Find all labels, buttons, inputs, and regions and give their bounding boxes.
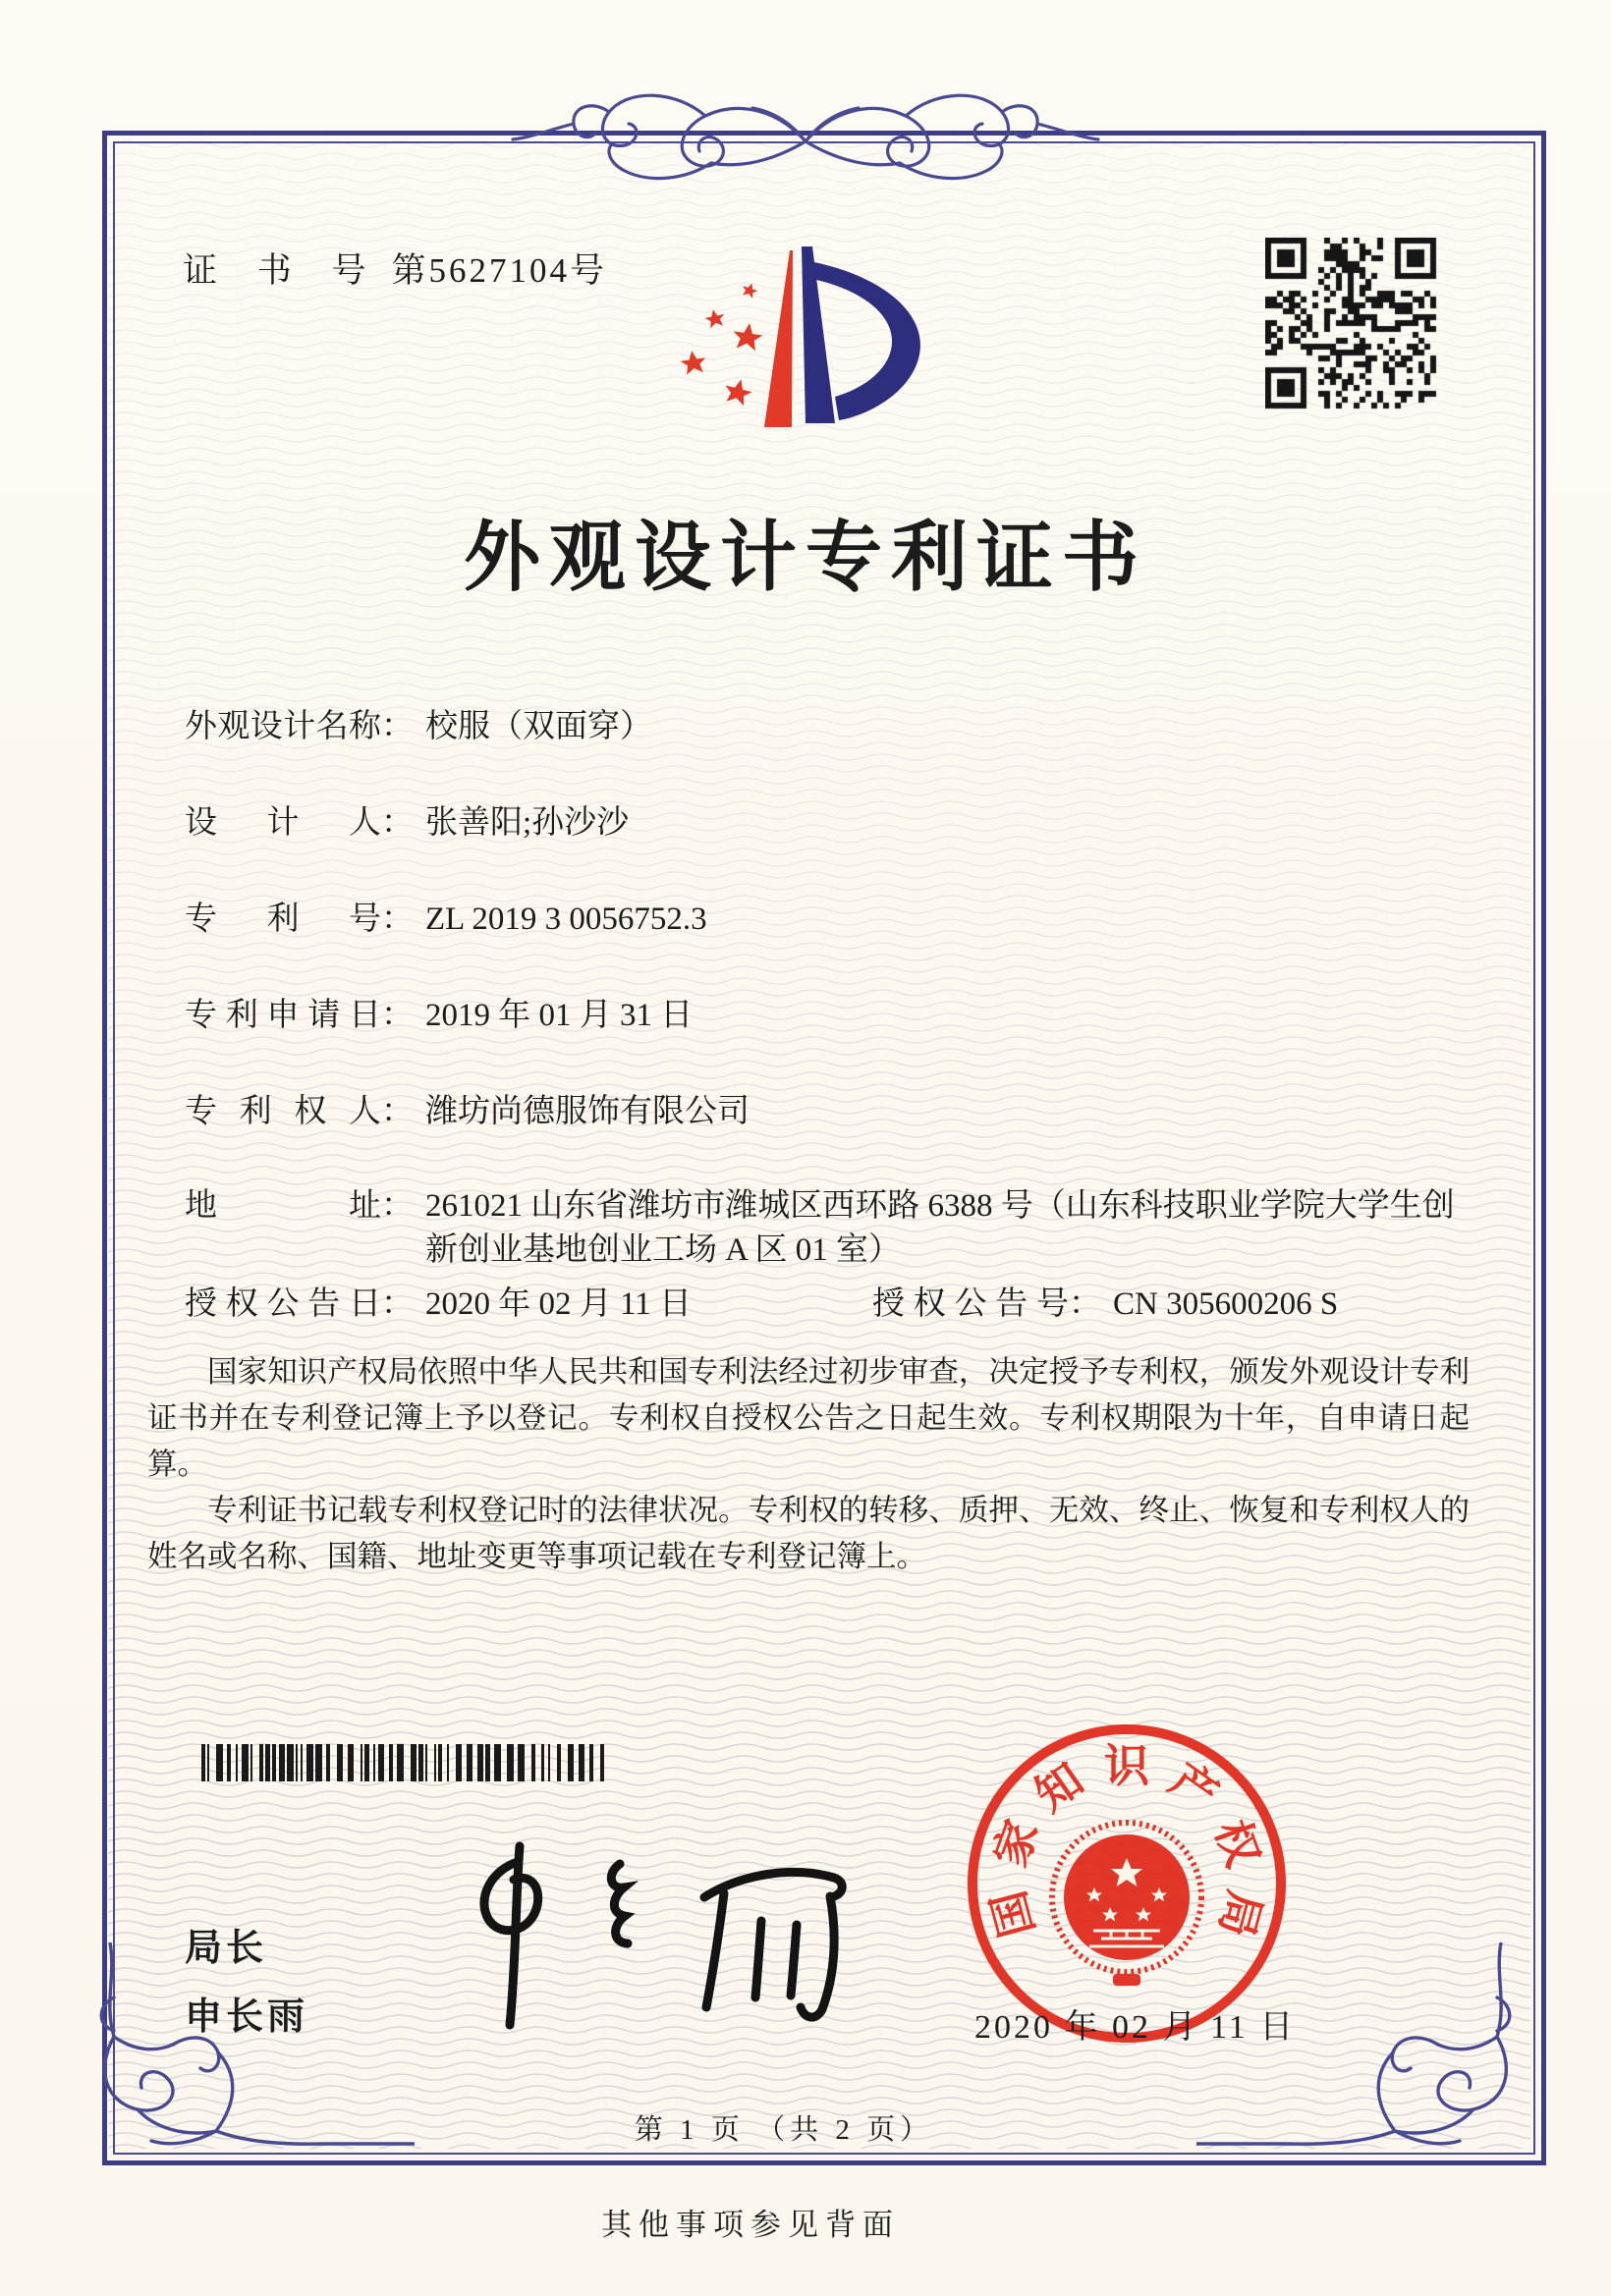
label-colon: ： <box>1069 1286 1101 1322</box>
label-colon: ： <box>381 902 414 937</box>
field-label: 地址 <box>185 1188 381 1224</box>
legal-text <box>147 1349 1470 1580</box>
cnipa-logo <box>674 232 929 443</box>
field-value: 张善阳;孙沙沙 <box>425 805 630 841</box>
qr-code <box>1265 238 1440 412</box>
seal-char: 局 <box>1209 1886 1271 1942</box>
seal-char: 国 <box>982 1886 1044 1942</box>
cnipa-round-seal <box>960 1715 1297 2049</box>
certificate-number-value: 第5627104号 <box>391 251 608 290</box>
field-row-grant-number <box>872 1283 1338 1327</box>
field-label: 外观设计名称 <box>185 709 381 744</box>
seal-char: 权 <box>1205 1813 1269 1874</box>
field-value: 校服（双面穿） <box>425 709 652 744</box>
page-number: 第 1 页 （共 2 页） <box>634 2114 934 2146</box>
field-label: 授权公告日 <box>185 1286 381 1322</box>
field-label: 专利权人 <box>185 1094 381 1129</box>
field-row-filing-date <box>185 994 693 1038</box>
back-side-note: 其他事项参见背面 <box>601 2208 900 2242</box>
label-colon: ： <box>381 1094 414 1129</box>
seal-char: 识 <box>1104 1741 1149 1791</box>
handwritten-signature <box>417 1829 909 2074</box>
label-colon: ： <box>381 1188 414 1224</box>
field-value: 2019 年 01 月 31 日 <box>425 998 694 1033</box>
label-colon: ： <box>381 998 414 1033</box>
field-label: 授权公告号 <box>872 1286 1069 1322</box>
field-value: 潍坊尚德服饰有限公司 <box>425 1094 750 1129</box>
field-row-patentee <box>185 1090 750 1134</box>
seal-char: 知 <box>1026 1754 1092 1822</box>
field-value: 2020 年 02 月 11 日 <box>425 1286 693 1322</box>
legal-paragraph-1: 国家知识产权局依照中华人民共和国专利法经过初步审查，决定授予专利权，颁发外观设计专利证书并在专利登记簿上予以登记。专利权自授权公告之日起生效。专利权期限为十年，自申请日起算。 <box>147 1355 1470 1481</box>
legal-paragraph-2: 专利证书记载专利权登记时的法律状况。专利权的转移、质押、无效、终止、恢复和专利权人的姓名或名称、国籍、地址变更等事项记载在专利登记簿上。 <box>147 1494 1470 1573</box>
field-row-patent-number <box>185 898 707 942</box>
certificate-number-label: 证 书 号 <box>183 251 382 290</box>
field-label: 设计人 <box>185 805 381 841</box>
national-emblem <box>1052 1823 1201 1986</box>
field-row-address <box>185 1184 1457 1273</box>
field-row-designer <box>185 801 629 846</box>
certificate-number-line <box>183 244 607 293</box>
seal-char: 产 <box>1161 1754 1228 1822</box>
label-colon: ： <box>381 1286 414 1322</box>
label-colon: ： <box>381 709 414 744</box>
field-value: ZL 2019 3 0056752.3 <box>425 902 707 937</box>
barcode <box>201 1744 608 1781</box>
field-row-grant-date <box>185 1283 692 1327</box>
field-row-design-name <box>185 705 652 749</box>
seal-date: 2020 年 02 月 11 日 <box>974 2009 1297 2046</box>
field-label: 专利号 <box>185 902 381 937</box>
label-colon: ： <box>381 805 414 841</box>
field-value: CN 305600206 S <box>1113 1286 1339 1322</box>
field-label: 专利申请日 <box>185 998 381 1033</box>
commissioner-title: 局长 <box>185 1928 268 1969</box>
seal-char: 家 <box>984 1813 1048 1874</box>
field-value: 261021 山东省潍坊市潍城区西环路 6388 号（山东科技职业学院大学生创新创业基地创业工场 A 区 01 室） <box>425 1188 1455 1268</box>
page-title: 外观设计专利证书 <box>463 515 1147 600</box>
commissioner-name: 申长雨 <box>185 1996 309 2038</box>
